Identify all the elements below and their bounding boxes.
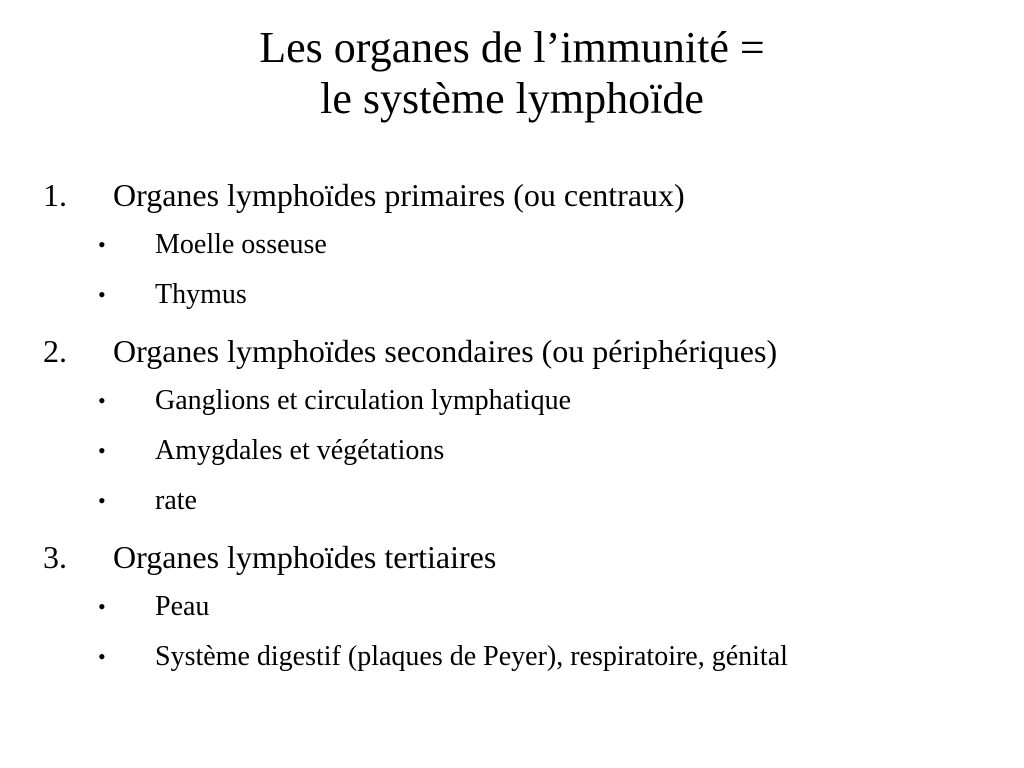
list-item-label: rate <box>155 485 197 516</box>
list-item-label: Peau <box>155 591 210 622</box>
sub-list <box>0 582 1024 682</box>
list-item-label: Thymus <box>155 279 247 310</box>
bullet-icon: • <box>98 438 106 463</box>
section-primary <box>0 170 1024 320</box>
section-heading <box>0 326 1024 376</box>
list-item-label: Moelle osseuse <box>155 229 327 260</box>
section-tertiary <box>0 532 1024 682</box>
list-item <box>0 632 1024 682</box>
list-item-label: Système digestif (plaques de Peyer), respiratoire, génital <box>155 641 788 672</box>
section-heading <box>0 170 1024 220</box>
slide-title-line-2: le système lymphoïde <box>320 74 704 123</box>
list-item <box>0 582 1024 632</box>
sub-list <box>0 220 1024 320</box>
list-item <box>0 270 1024 320</box>
bullet-icon: • <box>98 232 106 257</box>
bullet-icon: • <box>98 282 106 307</box>
outline-list <box>0 170 1024 682</box>
section-number: 2. <box>43 333 67 369</box>
list-item <box>0 220 1024 270</box>
list-item-label: Amygdales et végétations <box>155 435 445 466</box>
list-item <box>0 426 1024 476</box>
section-label: Organes lymphoïdes secondaires (ou périphériques) <box>113 333 778 369</box>
slide-title-line-1: Les organes de l’immunité = <box>259 23 765 72</box>
section-number: 3. <box>43 539 67 575</box>
section-label: Organes lymphoïdes primaires (ou centraux) <box>113 177 685 213</box>
bullet-icon: • <box>98 488 106 513</box>
list-item <box>0 476 1024 526</box>
bullet-icon: • <box>98 388 106 413</box>
sub-list <box>0 376 1024 526</box>
slide-title <box>0 22 1024 124</box>
list-item <box>0 376 1024 426</box>
section-label: Organes lymphoïdes tertiaires <box>113 539 497 575</box>
section-number: 1. <box>43 177 67 213</box>
section-heading <box>0 532 1024 582</box>
bullet-icon: • <box>98 644 106 669</box>
list-item-label: Ganglions et circulation lymphatique <box>155 385 572 416</box>
section-secondary <box>0 326 1024 526</box>
bullet-icon: • <box>98 594 106 619</box>
